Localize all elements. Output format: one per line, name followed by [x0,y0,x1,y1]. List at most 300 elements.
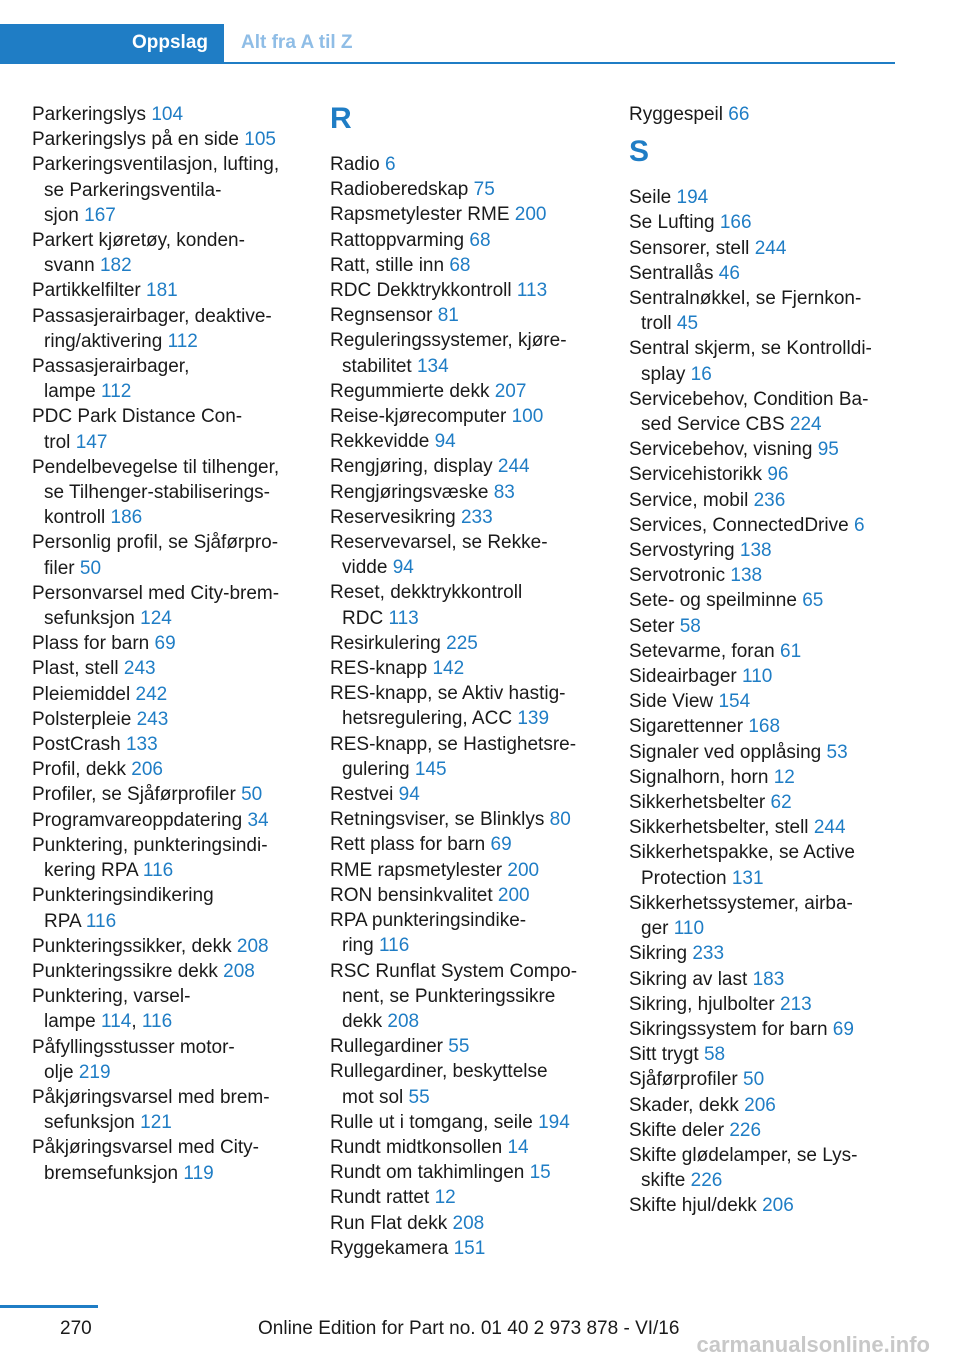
index-entry-text: Setevarme, foran [629,640,775,662]
page-link[interactable]: 105 [244,129,276,151]
page-link[interactable]: 34 [247,809,269,831]
index-entry-text: Reguleringssystemer, kjøre- [330,330,567,352]
index-entry-text: Parkeringsventilasjon, lufting, [32,154,280,176]
tab-alt-fra-a-til-z[interactable]: Alt fra A til Z [241,32,353,53]
index-entry-text: Sikring av last [629,968,748,990]
page-link[interactable]: 226 [690,1170,723,1192]
index-entry-text: RDC Dekktrykkontroll [330,280,512,302]
index-entry-text: troll [641,313,672,335]
page-link[interactable]: 61 [780,640,802,662]
index-entry-text: trol [44,431,71,453]
index-entry-text: Servicebehov, Condition Ba- [629,388,869,410]
index-entry [629,840,899,890]
page-link[interactable]: 94 [398,784,420,806]
page-link[interactable]: 133 [125,734,158,756]
index-entry [32,757,302,782]
page-link[interactable]: 244 [754,237,787,259]
index-entry [32,354,302,404]
index-entry [629,286,899,336]
index-entry-text: Programvareoppdatering [32,809,243,831]
index-entry [32,732,302,757]
index-entry [330,1034,600,1059]
index-entry [330,908,600,958]
page-link[interactable]: 138 [730,565,763,587]
index-entry [330,1185,600,1210]
index-entry [330,782,600,807]
index-entry [330,429,600,454]
index-entry-text: Restvei [330,784,394,806]
index-column-2 [330,102,600,1261]
index-entry [330,228,600,253]
index-entry [629,891,899,941]
index-entry-text: nent, se Punkteringssikre [342,985,556,1007]
index-entry [330,530,600,580]
index-entry [629,1093,899,1118]
page-link[interactable]: 116 [378,935,410,957]
index-entry-text: Reise-kjørecomputer [330,406,507,428]
page-link[interactable]: 68 [449,254,471,276]
page-link[interactable]: 55 [448,1036,470,1058]
index-entry-text: Sikring, hjulbolter [629,993,775,1015]
page-link[interactable]: 50 [743,1069,765,1091]
index-entry [32,883,302,933]
index-entry-text: Radio [330,154,380,175]
index-entry-text: Retningsviser, se Blinklys [330,809,545,831]
index-entry-text: Signalhorn, horn [629,766,769,788]
page-link[interactable]: 233 [692,943,725,965]
index-entry-text: Reset, dekktrykkontroll [330,582,523,604]
index-entry-text: Regnsensor [330,305,433,327]
index-entry-text: Rullegardiner, beskyttelse [330,1061,548,1083]
index-entry [629,1042,899,1067]
index-entry-text: kering RPA [44,860,138,882]
page-link[interactable]: 139 [517,708,550,730]
page-link[interactable]: 208 [387,1010,420,1032]
index-entry-text: Side View [629,691,714,713]
index-entry-text: RPA punkteringsindike- [330,910,527,932]
index-entry-text: Resirkulering [330,632,441,654]
index-entry [629,588,899,613]
index-entry [330,253,600,278]
index-entry [629,1017,899,1042]
page-link[interactable]: 200 [497,884,530,906]
index-entry-text: Sitt trygt [629,1044,699,1066]
page-link[interactable]: 113 [516,280,548,302]
index-entry-text: Skifte hjul/dekk [629,1195,757,1217]
index-entry-text: stabilitet [342,355,412,377]
index-entry-text: dekk [342,1010,383,1032]
page-link[interactable]: 95 [817,439,839,461]
page-link[interactable]: 94 [434,431,456,453]
index-entry [330,1236,600,1261]
page-link[interactable]: 226 [729,1119,762,1141]
index-entry-text: Servotronic [629,565,726,587]
index-entry-text: Parkert kjøretøy, konden- [32,230,245,252]
index-entry-text: Sikkerhetsbelter, stell [629,817,809,839]
index-entry-text: Pendelbevegelse til tilhenger, [32,456,280,478]
index-entry [330,505,600,530]
index-entry-text: Skader, dekk [629,1094,739,1116]
index-entry-text: Se Lufting [629,212,715,234]
page-link[interactable]: 116 [141,1011,173,1033]
index-entry-text: Ryggespeil [629,104,723,125]
index-entry [330,681,600,731]
index-entry-text: RES-knapp, se Hastighetsre- [330,733,577,755]
index-entry [629,790,899,815]
page-link[interactable]: 69 [154,633,176,655]
page-link[interactable]: 151 [453,1237,486,1259]
index-entry-text: Reservevarsel, se Rekke- [330,532,548,554]
index-entry [330,379,600,404]
page-link[interactable]: 142 [432,658,465,680]
index-entry [629,639,899,664]
index-entry [32,127,302,152]
page-link[interactable]: 213 [780,993,812,1015]
page-link[interactable]: 206 [762,1195,794,1217]
index-entry-text: Parkeringslys på en side [32,129,239,151]
index-entry [32,1135,302,1185]
index-entry [629,185,899,210]
page-link[interactable]: 116 [142,860,174,882]
index-entry [32,656,302,681]
index-entry-text: ring/aktivering [44,330,163,352]
index-entry [330,1059,600,1109]
index-entry-text: Servostyring [629,540,735,562]
page-link[interactable]: 166 [719,212,752,234]
index-entry [32,304,302,354]
page-link[interactable]: 94 [392,557,414,579]
page-link[interactable]: 58 [679,615,701,637]
index-entry-text: Rulle ut i tomgang, seile [330,1111,533,1133]
index-entry-text: Sikringssystem for barn [629,1018,828,1040]
page-number: 270 [60,1318,92,1339]
index-entry [32,102,302,127]
page-link[interactable]: 182 [99,255,132,277]
index-entry-text: Påkjøringsvarsel med City- [32,1137,259,1159]
index-entry-text: Parkeringslys [32,104,147,125]
index-letter-heading: R [330,102,352,135]
page-link[interactable]: 46 [718,262,740,284]
index-entry [32,152,302,228]
page-link[interactable]: 200 [507,859,540,881]
index-entry-text: PDC Park Distance Con- [32,406,243,428]
page-link[interactable]: 194 [538,1111,570,1133]
page-link[interactable]: 62 [770,792,792,814]
page-link[interactable]: 138 [739,540,772,562]
page-link[interactable]: 68 [469,229,491,251]
page-link[interactable]: 113 [388,607,419,629]
index-entry [32,581,302,631]
index-entry [629,462,899,487]
page-link[interactable]: 242 [135,683,168,705]
index-entry [629,1118,899,1143]
index-entry-text: Seter [629,615,675,637]
index-entry-text: Passasjerairbager, deaktive- [32,305,272,327]
index-entry-text: kontroll [44,507,106,529]
index-entry-text: vidde [342,557,388,579]
index-entry [32,631,302,656]
page-link[interactable]: 119 [183,1162,214,1184]
edition-note: Online Edition for Part no. 01 40 2 973 878 - VI/16 [258,1318,680,1339]
page-link[interactable]: 66 [728,104,750,125]
page-link[interactable]: 45 [676,313,699,335]
index-entry [629,689,899,714]
index-entry-text: Profil, dekk [32,759,126,781]
index-entry [629,1193,899,1218]
footer-accent-line [0,1305,98,1308]
index-entry [330,580,600,630]
index-entry-text: ger [641,918,669,940]
index-entry [330,328,600,378]
index-entry-text: Protection [641,867,727,889]
page-link[interactable]: 110 [673,918,705,940]
index-entry-text: Servicehistorikk [629,464,763,486]
index-entry [330,807,600,832]
index-entry [629,815,899,840]
page-link[interactable]: 207 [494,380,527,402]
index-entry-text: Punkteringssikre dekk [32,960,218,982]
index-entry-text: Skifte deler [629,1119,725,1141]
index-entry-text: Passasjerairbager, [32,356,190,378]
index-entry-text: RSC Runflat System Compo- [330,960,578,982]
index-entry-text: Personvarsel med City-brem- [32,582,280,604]
index-entry-text: Sentralnøkkel, se Fjernkon- [629,288,862,310]
page-link[interactable]: 244 [497,456,530,478]
page-link[interactable]: 65 [802,590,824,612]
page-link[interactable]: 110 [742,666,773,688]
index-entry-text: gulering [342,758,410,780]
page-link[interactable]: 134 [416,355,449,377]
index-entry: Punktering, varsel- lampe 114, 116 [32,986,191,1033]
page-link[interactable]: 194 [676,187,709,209]
page-link[interactable]: 58 [703,1044,726,1066]
index-entry [629,664,899,689]
page-link[interactable]: 116 [85,910,117,932]
index-entry-text: Sikkerhetsbelter [629,792,766,814]
index-entry-text: splay [641,363,686,385]
index-entry-text: Rundt midtkonsollen [330,1136,503,1158]
page-link[interactable]: 12 [773,766,795,788]
page-link[interactable]: 112 [101,381,132,403]
index-entry [629,513,899,538]
index-entry-text: Sikkerhetspakke, se Active [629,842,855,864]
index-entry-text: Rekkevidde [330,431,430,453]
page-link[interactable]: 243 [123,658,156,680]
index-entry-text: Rengjøring, display [330,456,493,478]
page-link[interactable]: 96 [767,464,789,486]
index-entry-text: Servicebehov, visning [629,439,813,461]
page-link[interactable]: 236 [753,489,786,511]
index-entry-text: skifte [641,1170,686,1192]
page-link[interactable]: 208 [236,935,269,957]
index-entry-text: Sentral skjerm, se Kontrolldi- [629,338,872,360]
index-entry [629,992,899,1017]
page-link[interactable]: 6 [384,154,396,175]
index-entry [629,488,899,513]
index-entry [330,202,600,227]
page-link[interactable]: 206 [131,759,163,781]
index-entry-text: Sigarettenner [629,716,744,738]
page-link[interactable]: 15 [529,1162,551,1184]
index-entry [32,959,302,984]
index-entry-text: Plass for barn [32,633,150,655]
index-entry-text: se Parkeringsventila- [44,179,222,201]
index-entry [629,765,899,790]
index-entry-text: Punktering, varsel- [32,986,191,1008]
index-entry-text: olje [44,1061,74,1083]
page-link[interactable]: 104 [151,104,184,125]
index-entry [32,707,302,732]
page-link[interactable]: 145 [414,758,447,780]
page-link[interactable]: 186 [110,507,143,529]
index-entry-text: Påkjøringsvarsel med brem- [32,1086,270,1108]
index-entry [330,1211,600,1236]
index-entry [629,236,899,261]
page-link[interactable]: 100 [511,406,544,428]
page-link[interactable]: 69 [490,834,512,856]
index-entry [330,858,600,883]
index-entry [32,228,302,278]
index-entry-text: filer [44,557,75,579]
index-entry-text: RDC [342,607,384,629]
index-entry [629,102,899,127]
index-entry-text: Rullegardiner [330,1036,444,1058]
index-entry [330,1160,600,1185]
index-entry [330,883,600,908]
index-entry [330,959,600,1035]
index-entry-text: Rundt rattet [330,1187,430,1209]
page-link[interactable]: 147 [75,431,108,453]
index-entry-text: Rapsmetylester RME [330,204,510,226]
index-entry [32,455,302,531]
page-link[interactable]: 200 [514,204,547,226]
page-link[interactable]: 75 [473,179,495,201]
header-tab-bar [0,24,895,64]
index-entry [629,437,899,462]
page-link[interactable]: 81 [437,305,459,327]
page-link[interactable]: 121 [140,1112,172,1134]
page-link[interactable]: 53 [826,741,848,763]
index-entry-text: RES-knapp, se Aktiv hastig- [330,683,566,705]
index-entry-text: Rattoppvarming [330,229,465,251]
index-entry-text: Påfyllingsstusser motor- [32,1036,235,1058]
watermark: carmanualsonline.info [696,1332,930,1357]
index-entry [330,732,600,782]
page-link[interactable]: 83 [493,481,515,503]
page-link[interactable]: 112 [167,330,198,352]
index-entry-text: Sjåførprofiler [629,1069,738,1091]
page-link[interactable]: 181 [146,280,178,302]
page-link[interactable]: 183 [752,968,785,990]
page-link[interactable]: 224 [789,414,822,436]
page-link[interactable]: 244 [813,817,846,839]
index-entry-text: Sideairbager [629,666,737,688]
page-link[interactable]: 80 [549,809,571,831]
page-link[interactable]: 168 [748,716,781,738]
index-entry [629,1143,899,1193]
page-link[interactable]: 154 [718,691,751,713]
index-entry-text: lampe [44,1011,96,1033]
index-entry [330,278,600,303]
index-entry-text: Punkteringsindikering [32,885,214,907]
index-entry-text: Sentrallås [629,262,714,284]
index-entry-text: Plast, stell [32,658,119,680]
index-entry [629,1067,899,1092]
index-entry-text: Regummierte dekk [330,380,490,402]
index-entry [629,714,899,739]
index-entry [32,404,302,454]
index-entry-text: Ratt, stille inn [330,254,445,276]
index-entry-text: Punkteringssikker, dekk [32,935,232,957]
index-entry-text: Partikkelfilter [32,280,141,302]
page-link[interactable]: 50 [79,557,102,579]
page-link[interactable]: 167 [84,204,116,226]
page-link[interactable]: 69 [832,1018,854,1040]
index-entry [330,832,600,857]
index-entry [629,614,899,639]
index-entry [330,454,600,479]
page-link[interactable]: 50 [241,784,263,806]
page-link[interactable]: 55 [408,1086,430,1108]
index-entry-text: hetsregulering, ACC [342,708,513,730]
index-entry-text: se Tilhenger-stabiliserings- [44,482,270,504]
index-entry-text: Service, mobil [629,489,749,511]
index-entry [32,808,302,833]
page-link[interactable]: 6 [853,514,865,536]
index-entry-text: Run Flat dekk [330,1212,448,1234]
index-entry-text: RPA [44,910,81,932]
page-link[interactable]: 114 [101,1011,132,1033]
page-link[interactable]: 208 [452,1212,485,1234]
index-entry [629,538,899,563]
index-entry [629,261,899,286]
page-link[interactable]: 131 [731,867,764,889]
page-link[interactable]: 225 [446,632,478,654]
index-entry-text: bremsefunksjon [44,1162,179,1184]
index-entry [629,336,899,386]
index-entry-text: Sensorer, stell [629,237,750,259]
page-link[interactable]: 233 [460,506,493,528]
page-link[interactable]: 206 [744,1094,776,1116]
page-link[interactable]: 16 [690,363,712,385]
index-entry-text: ring [342,935,374,957]
index-entry-text: RES-knapp [330,658,428,680]
index-entry [629,740,899,765]
index-entry-text: Ryggekamera [330,1237,449,1259]
page-link[interactable]: 243 [136,708,169,730]
index-entry-text: Pleiemiddel [32,683,131,705]
index-entry [330,152,600,177]
index-entry-text: lampe [44,381,96,403]
index-entry [32,278,302,303]
index-entry-text: Punktering, punkteringsindi- [32,834,268,856]
page-link[interactable]: 14 [507,1136,529,1158]
index-entry-text: Profiler, se Sjåførprofiler [32,784,236,806]
page-link[interactable]: 219 [78,1061,111,1083]
index-entry-text: Rengjøringsvæske [330,481,489,503]
index-entry [330,631,600,656]
index-entry [32,833,302,883]
page-link[interactable]: 124 [140,608,172,630]
index-entry [330,404,600,429]
page-link[interactable]: 208 [223,960,255,982]
index-column-3 [629,102,899,1219]
index-entry-text: Reservesikring [330,506,456,528]
page-link[interactable]: 12 [434,1187,456,1209]
tab-oppslag[interactable]: Oppslag [0,24,224,62]
index-entry [32,782,302,807]
index-column-1 [32,102,302,1186]
